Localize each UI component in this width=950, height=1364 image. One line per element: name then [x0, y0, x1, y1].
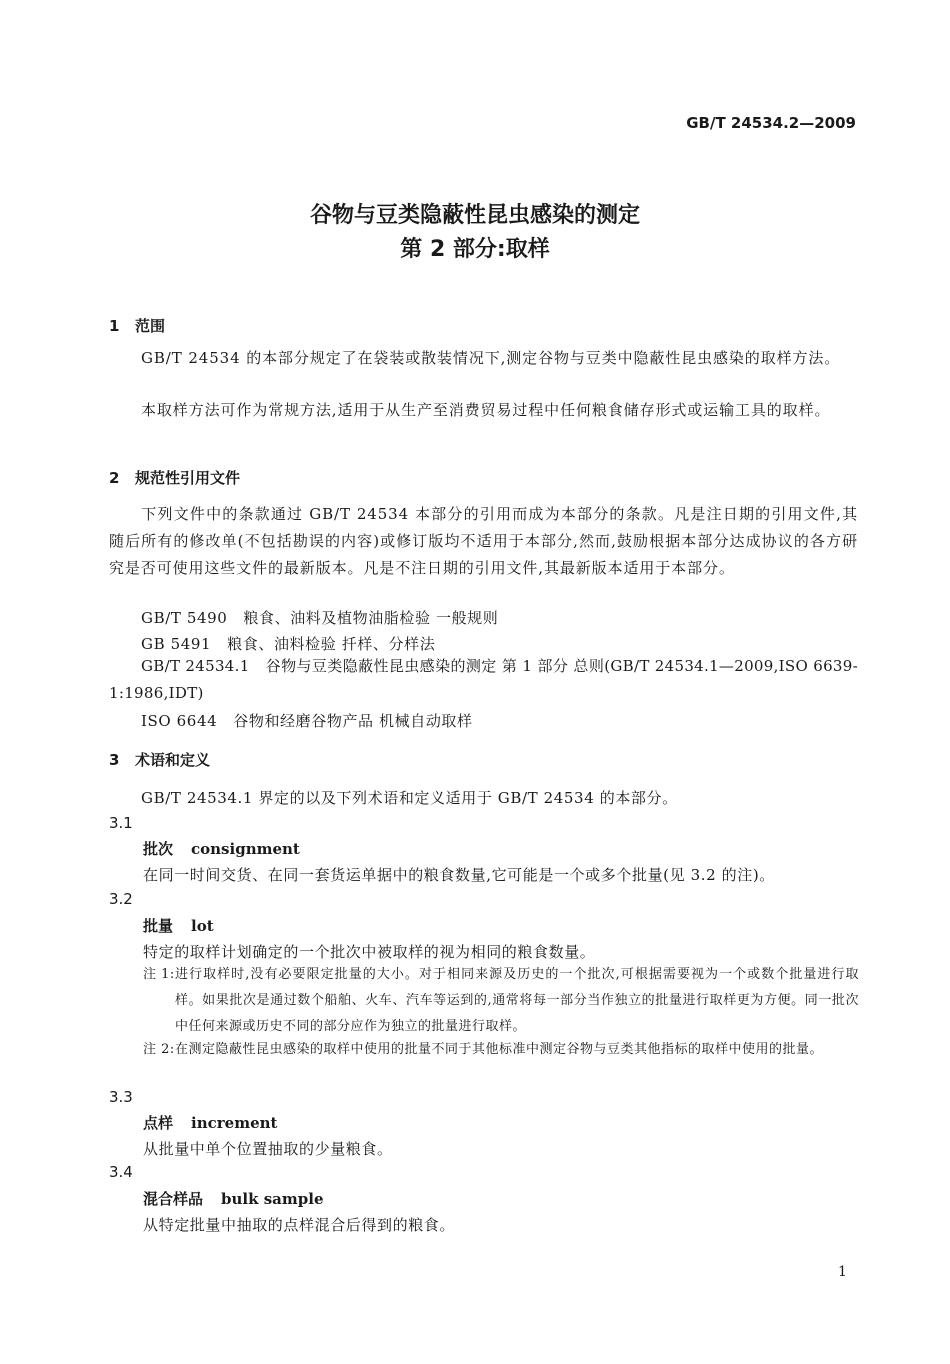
section-title: 规范性引用文件 [135, 469, 241, 487]
reference-code: ISO 6644 [141, 712, 218, 730]
section-1-paragraph-2: 本取样方法可作为常规方法,适用于从生产至消费贸易过程中任何粮食储存形式或运输工具的取样。 [141, 401, 831, 419]
reference-item [141, 710, 473, 731]
note [143, 962, 859, 1040]
term-definition: 从特定批量中抽取的点样混合后得到的粮食。 [143, 1216, 456, 1234]
section-3-intro: GB/T 24534.1 界定的以及下列术语和定义适用于 GB/T 24534 的本部分。 [141, 789, 678, 807]
note-label: 注 2: [143, 1042, 175, 1057]
term-zh: 点样 [143, 1114, 174, 1132]
note [143, 1037, 859, 1063]
section-title: 术语和定义 [135, 751, 211, 769]
page-number: 1 [838, 1264, 847, 1280]
section-title: 范围 [135, 317, 166, 335]
reference-title: 粮食、油料及植物油脂检验 一般规则 [243, 609, 499, 627]
section-1-heading [109, 315, 165, 336]
term-entry [143, 1188, 324, 1209]
document-subtitle: 第 2 部分:取样 [400, 237, 550, 262]
reference-code: GB/T 24534.1 [141, 657, 250, 675]
clause-number: 3.3 [109, 1088, 133, 1106]
term-zh: 批次 [143, 840, 174, 858]
section-number: 2 [109, 469, 120, 487]
term-definition: 在同一时间交货、在同一套货运单据中的粮食数量,它可能是一个或多个批量(见 3.2 的注)。 [143, 866, 775, 884]
reference-title: 谷物和经磨谷物产品 机械自动取样 [233, 712, 473, 730]
note-text: 在测定隐蔽性昆虫感染的取样中使用的批量不同于其他标准中测定谷物与豆类其他指标的取样中使用的批量。 [175, 1042, 824, 1057]
document-title: 谷物与豆类隐蔽性昆虫感染的测定 [309, 203, 640, 228]
term-en: increment [191, 1114, 278, 1132]
section-number: 3 [109, 751, 120, 769]
term-entry [143, 1112, 277, 1133]
clause-number: 3.2 [109, 890, 133, 908]
term-entry [143, 838, 300, 859]
term-en: lot [191, 917, 214, 935]
term-entry [143, 915, 214, 936]
term-en: bulk sample [221, 1190, 324, 1208]
term-zh: 混合样品 [143, 1190, 204, 1208]
reference-code: GB/T 5490 [141, 609, 228, 627]
reference-item [109, 653, 858, 707]
reference-item [141, 633, 435, 654]
term-zh: 批量 [143, 917, 174, 935]
term-definition: 特定的取样计划确定的一个批次中被取样的视为相同的粮食数量。 [143, 943, 596, 961]
section-2-intro: 下列文件中的条款通过 GB/T 24534 本部分的引用而成为本部分的条款。凡是注日期的引用文件,其随后所有的修改单(不包括勘误的内容)或修订版均不适用于本部分,然而,鼓励根据本部分达成协议的各方研究是否可使用这些文件的最新版本。凡是不注日期的引用文件,其最新版本适用于本部分。 [109, 505, 858, 577]
standard-code: GB/T 24534.2—2009 [686, 114, 856, 132]
reference-title: 粮食、油料检验 扦样、分样法 [227, 635, 436, 653]
section-3-heading [109, 749, 210, 770]
reference-item [141, 607, 498, 628]
section-2-heading [109, 467, 240, 488]
term-definition: 从批量中单个位置抽取的少量粮食。 [143, 1140, 393, 1158]
section-number: 1 [109, 317, 120, 335]
clause-number: 3.1 [109, 814, 133, 832]
reference-code: GB 5491 [141, 635, 212, 653]
note-text: 进行取样时,没有必要限定批量的大小。对于相同来源及历史的一个批次,可根据需要视为一个或数个批量进行取样。如果批次是通过数个船舶、火车、汽车等运到的,通常将每一部分当作独立的批量进行取样更为方便。同一批次中任何来源或历史不同的部分应作为独立的批量进行取样。 [175, 967, 859, 1034]
clause-number: 3.4 [109, 1163, 133, 1181]
term-en: consignment [191, 840, 300, 858]
section-1-paragraph-1: GB/T 24534 的本部分规定了在袋装或散装情况下,测定谷物与豆类中隐蔽性昆虫感染的取样方法。 [141, 349, 841, 367]
reference-title: 谷物与豆类隐蔽性昆虫感染的测定 第 1 部分 总则(GB/T 24534.1—2009,ISO 6639-1:1986,IDT) [109, 657, 858, 702]
note-label: 注 1: [143, 967, 175, 982]
